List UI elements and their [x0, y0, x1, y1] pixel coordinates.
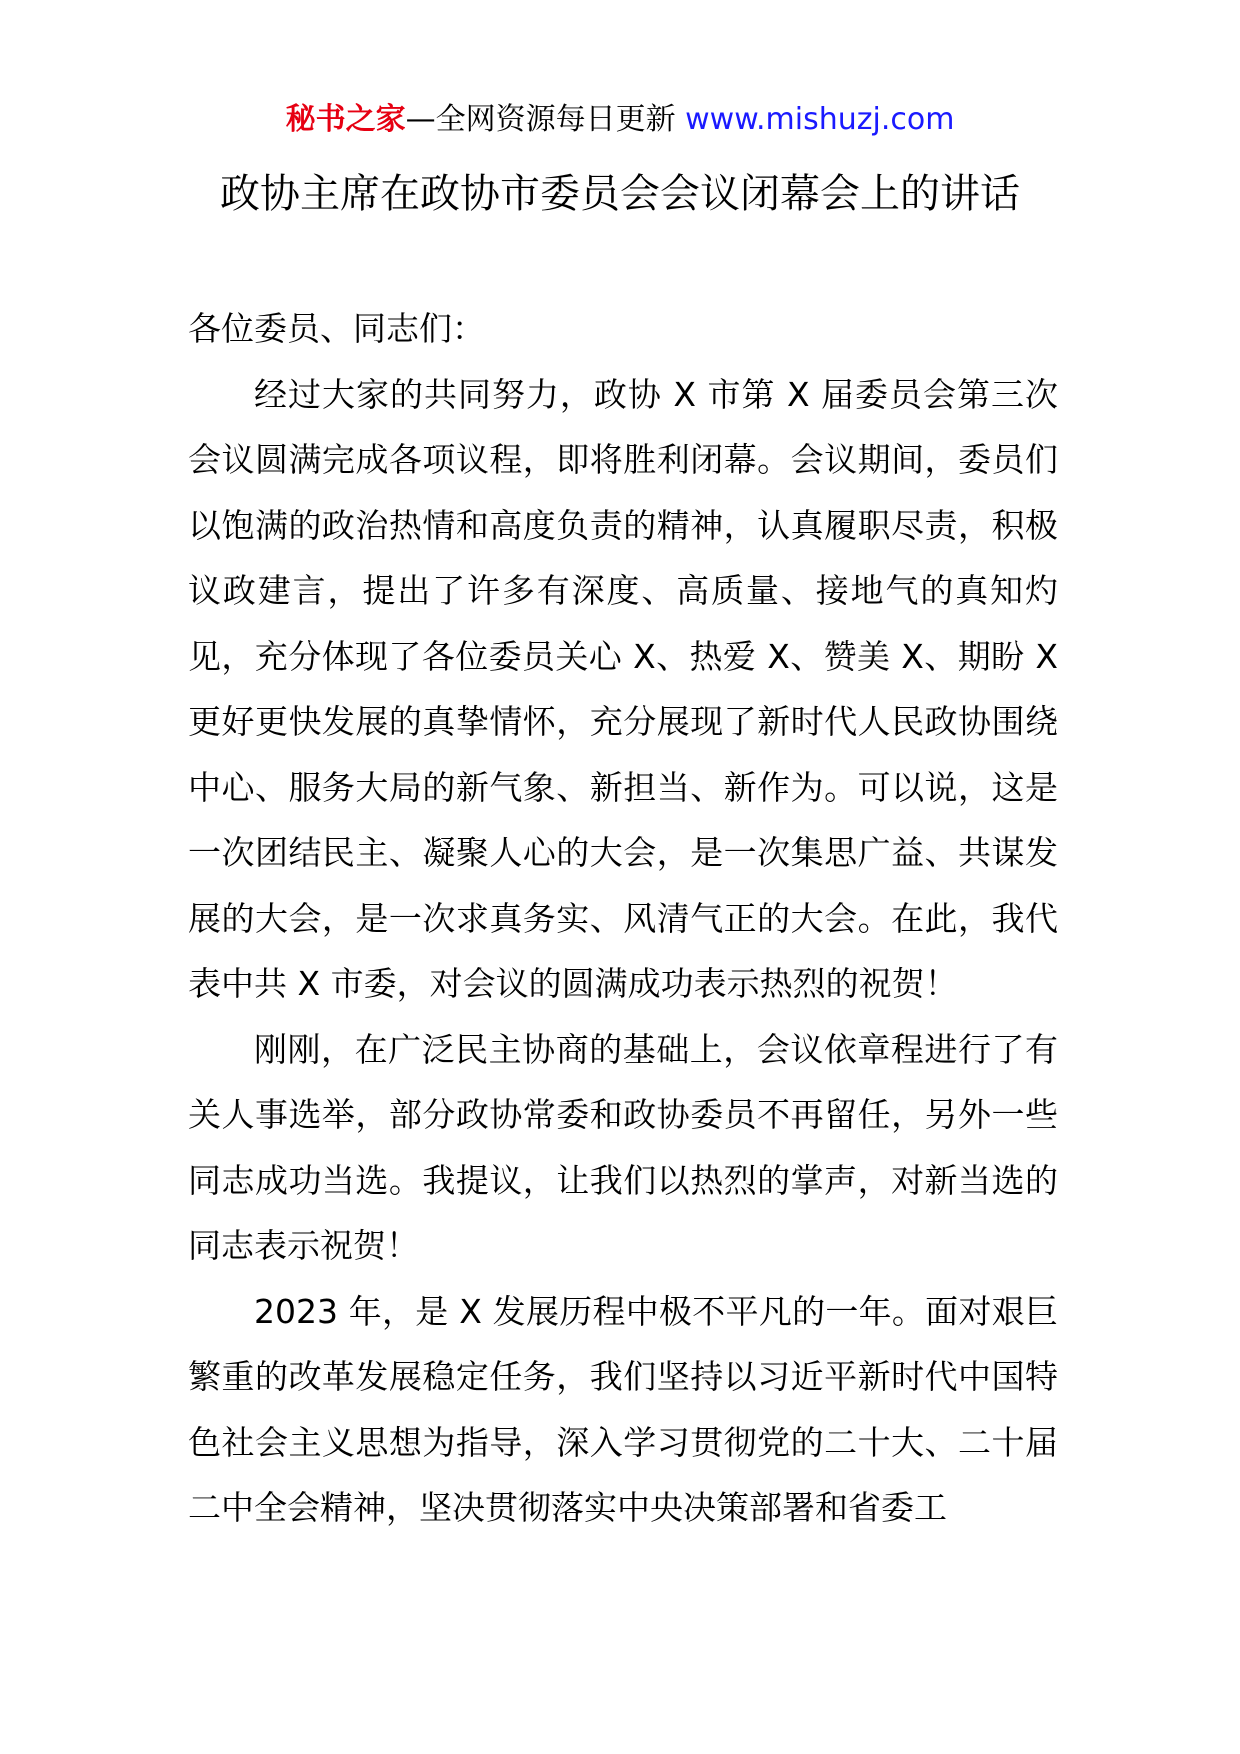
body-paragraph: 刚刚，在广泛民主协商的基础上，会议依章程进行了有关人事选举，部分政协常委和政协委员不再留任，另外一些同志成功当选。我提议，让我们以热烈的掌声，对新当选的同志表示祝贺！ [188, 1029, 1058, 1265]
document-body [188, 296, 1058, 1541]
body-paragraph: 2023 年，是 X 发展历程中极不平凡的一年。面对艰巨繁重的改革发展稳定任务，我们坚持以习近平新时代中国特色社会主义思想为指导，深入学习贯彻党的二十大、二十届二中全会精神，坚决贯彻落实中央决策部署和省委工 [188, 1291, 1058, 1527]
body-paragraph: 经过大家的共同努力，政协 X 市第 X 届委员会第三次会议圆满完成各项议程，即将胜利闭幕。会议期间，委员们以饱满的政治热情和高度负责的精神，认真履职尽责，积极议政建言，提出了许多有深度、高质量、接地气的真知灼见，充分体现了各位委员关心 X、热爱 X、赞美 X、期盼 X 更好更快发展的真挚情怀，充分展现了新时代人民政协围绕中心、服务大局的新气象、新担当、新作为。可以说，这是一次团结民主、凝聚人心的大会，是一次集思广益、共谋发展的大会，是一次求真务实、风清气正的大会。在此，我代表中共 X 市委，对会议的圆满成功表示热烈的祝贺！ [188, 374, 1058, 1003]
site-url-link[interactable]: www.mishuzj.com [685, 102, 955, 137]
document-title: 政协主席在政协市委员会会议闭幕会上的讲话 [220, 171, 1020, 217]
salutation: 各位委员、同志们： [188, 309, 485, 348]
header-slogan: —全网资源每日更新 [405, 102, 676, 137]
site-header [0, 100, 1240, 140]
brand-name: 秘书之家 [285, 102, 406, 137]
